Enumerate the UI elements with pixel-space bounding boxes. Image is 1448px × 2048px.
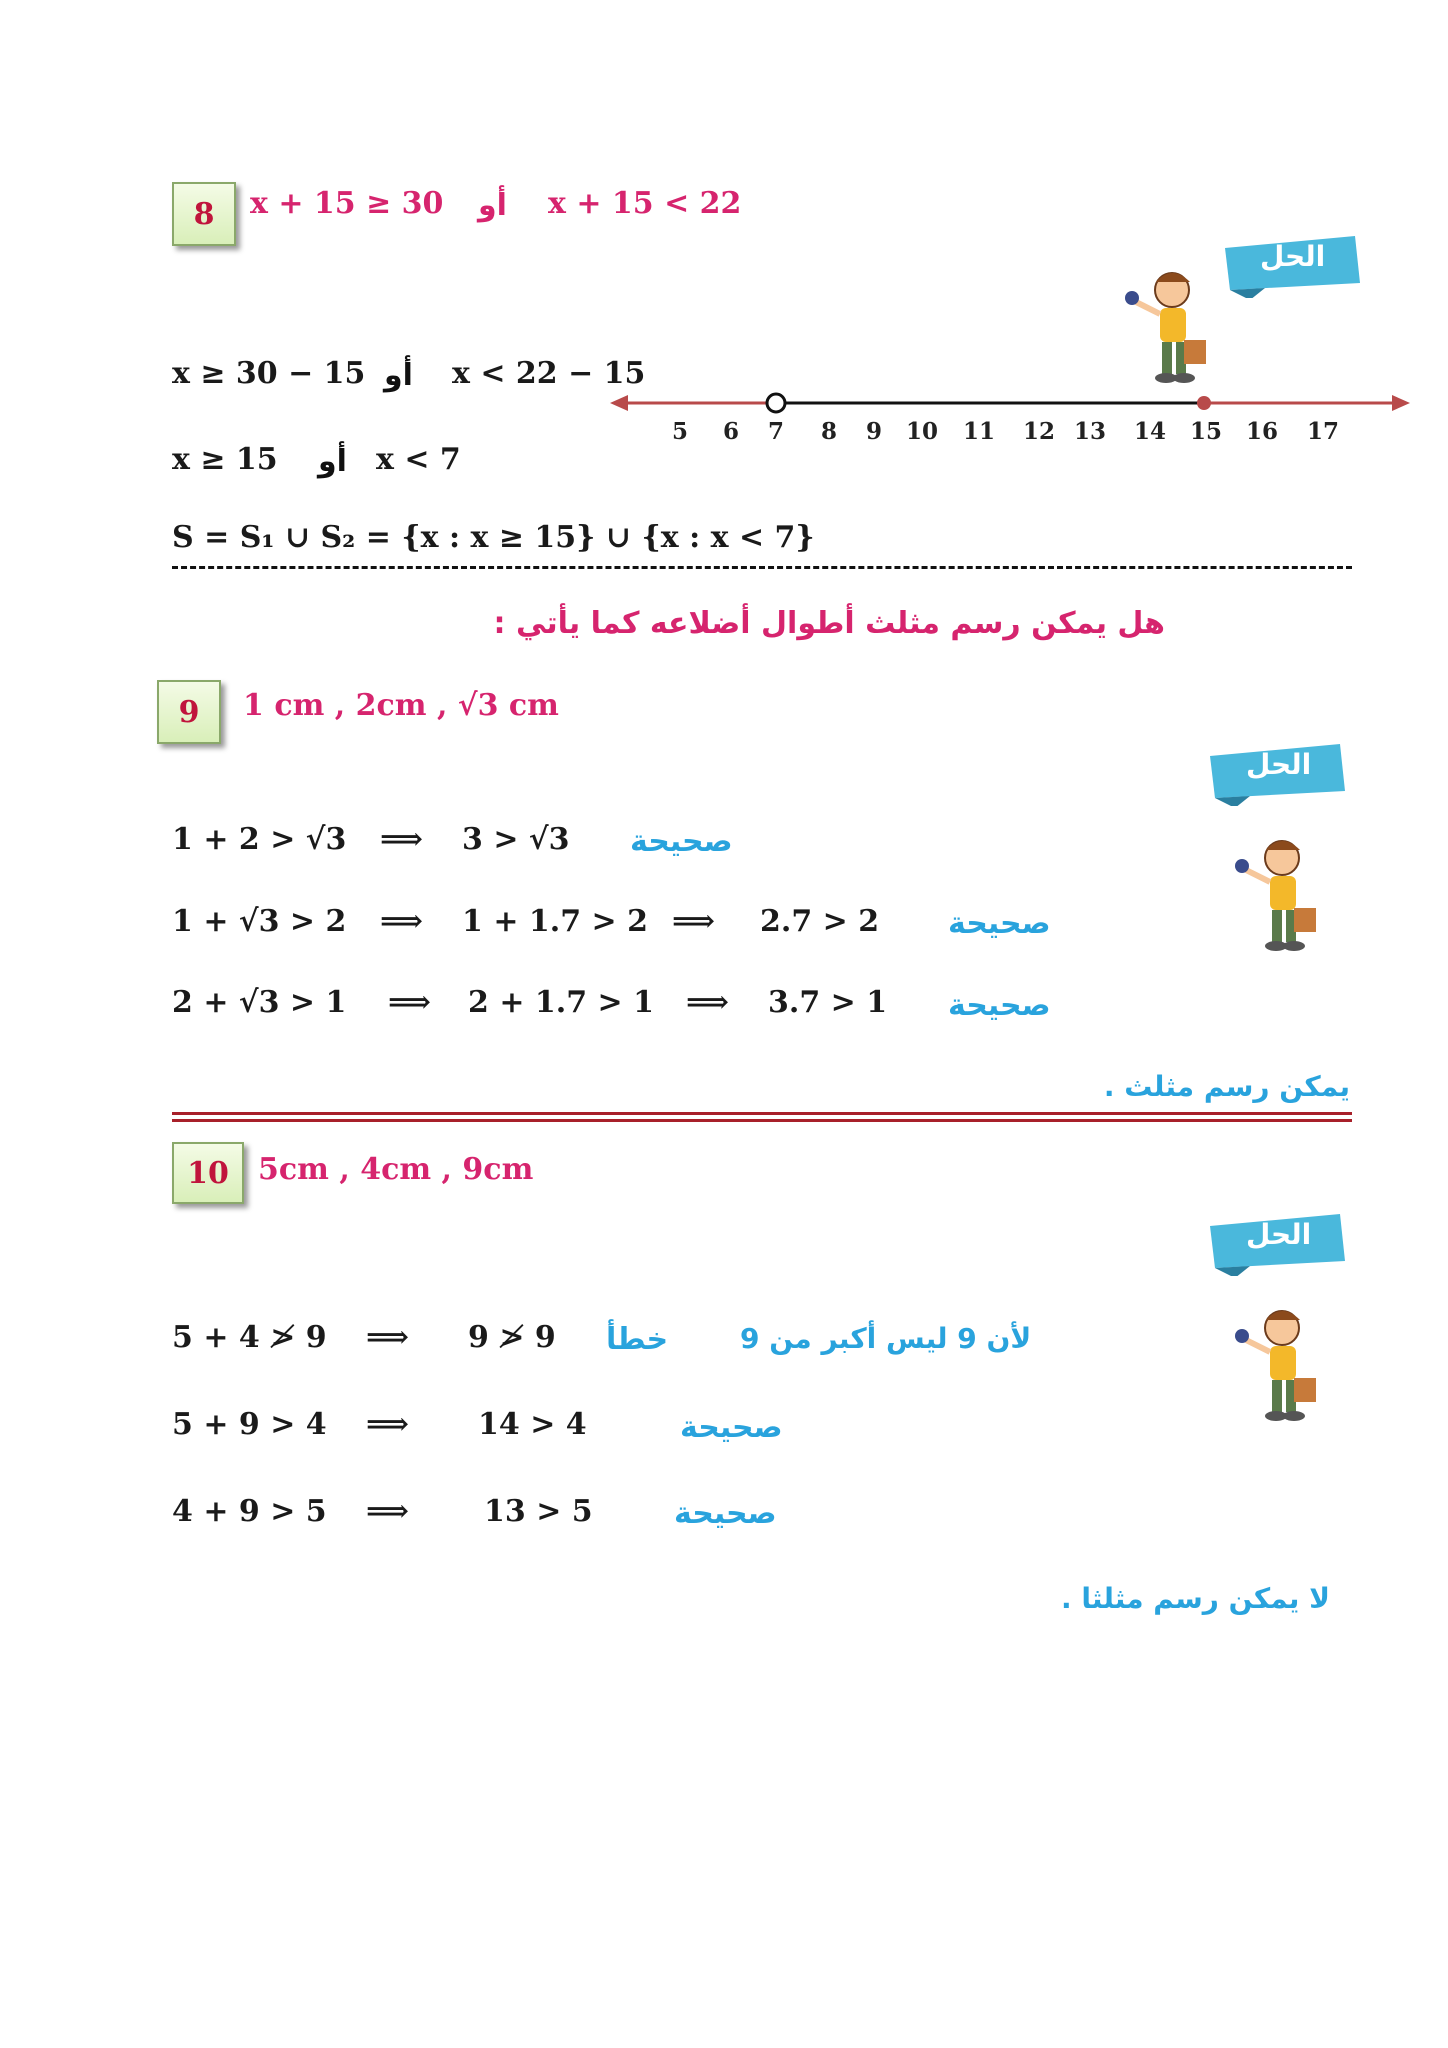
step1-right: x < 22 − 15 — [452, 356, 646, 391]
implies-arrow: ⟹ — [380, 904, 424, 939]
tick-label: 9 — [865, 418, 883, 445]
implies-arrow: ⟹ — [366, 1494, 410, 1529]
problem-number: 10 — [187, 1155, 229, 1191]
tick-label: 17 — [1306, 418, 1340, 445]
implies-arrow: ⟹ — [686, 985, 730, 1020]
row-result: 1 + 1.7 > 2 — [462, 904, 648, 939]
tick-label: 13 — [1073, 418, 1107, 445]
inequality-left: x + 15 ≥ 30 — [250, 186, 444, 221]
problem-number-box — [157, 680, 221, 744]
verdict-label: صحيحة — [948, 906, 1051, 941]
tick-label: 10 — [905, 418, 939, 445]
verdict-label: صحيحة — [948, 988, 1051, 1023]
row-expression: 4 + 9 > 5 — [172, 1494, 327, 1529]
question-heading: هل يمكن رسم مثلث أطوال أضلاعه كما يأتي : — [493, 606, 1165, 641]
dashed-divider — [172, 566, 1352, 569]
problem-number-box — [172, 182, 236, 246]
row-final: 2.7 > 2 — [760, 904, 880, 939]
row-expression: 2 + √3 > 1 — [172, 985, 347, 1020]
implies-arrow: ⟹ — [388, 985, 432, 1020]
row-expression: 1 + √3 > 2 — [172, 904, 347, 939]
row-final: 3.7 > 1 — [768, 985, 888, 1020]
conclusion-text: لا يمكن رسم مثلثا . — [1061, 1582, 1330, 1615]
solution-label: الحل — [1246, 748, 1312, 781]
tick-label: 14 — [1133, 418, 1167, 445]
problem-number-box — [172, 1142, 244, 1204]
problem-number: 8 — [193, 196, 215, 232]
tick-label: 16 — [1245, 418, 1279, 445]
solution-label: الحل — [1246, 1218, 1312, 1251]
row-expression: 5 + 9 > 4 — [172, 1407, 327, 1442]
implies-arrow: ⟹ — [366, 1407, 410, 1442]
boy-mascot-icon — [1230, 1300, 1320, 1430]
tick-label: 5 — [671, 418, 689, 445]
boy-mascot-icon — [1120, 262, 1210, 392]
implies-arrow: ⟹ — [366, 1320, 410, 1355]
tick-label: 12 — [1022, 418, 1056, 445]
conclusion-text: يمكن رسم مثلث . — [1103, 1070, 1350, 1103]
tick-label: 6 — [722, 418, 740, 445]
step2-left: x ≥ 15 — [172, 442, 278, 477]
inequality-right: x + 15 < 22 — [548, 186, 742, 221]
triangle-sides: 1 cm , 2cm , √3 cm — [243, 688, 559, 723]
row-expression: 5 + 4 ≯ 9 — [172, 1320, 327, 1355]
number-line — [610, 388, 1410, 418]
or-word: أو — [318, 444, 347, 479]
boy-mascot-icon — [1230, 830, 1320, 960]
triangle-sides: 5cm , 4cm , 9cm — [258, 1152, 534, 1187]
verdict-label: صحيحة — [680, 1410, 783, 1445]
verdict-label: صحيحة — [674, 1496, 777, 1531]
verdict-reason: لأن 9 ليس أكبر من 9 — [740, 1322, 1032, 1355]
problem-number: 9 — [178, 694, 200, 730]
row-result: 9 ≯ 9 — [468, 1320, 556, 1355]
step1-left: x ≥ 30 − 15 — [172, 356, 366, 391]
verdict-label: صحيحة — [630, 824, 733, 859]
row-expression: 1 + 2 > √3 — [172, 822, 347, 857]
implies-arrow: ⟹ — [380, 822, 424, 857]
double-divider — [172, 1119, 1352, 1122]
tick-label: 8 — [820, 418, 838, 445]
row-result: 14 > 4 — [478, 1407, 587, 1442]
verdict-label: خطأ — [606, 1322, 669, 1357]
row-result: 2 + 1.7 > 1 — [468, 985, 654, 1020]
step2-right: x < 7 — [376, 442, 461, 477]
tick-label: 11 — [962, 418, 996, 445]
solution-label: الحل — [1260, 240, 1326, 273]
implies-arrow: ⟹ — [672, 904, 716, 939]
tick-label: 7 — [767, 418, 785, 445]
tick-label: 15 — [1189, 418, 1223, 445]
or-word: أو — [384, 358, 413, 393]
solution-set: S = S₁ ∪ S₂ = {x : x ≥ 15} ∪ {x : x < 7} — [172, 520, 815, 555]
row-result: 3 > √3 — [462, 822, 570, 857]
double-divider — [172, 1112, 1352, 1115]
row-result: 13 > 5 — [484, 1494, 593, 1529]
or-word: أو — [478, 188, 507, 223]
